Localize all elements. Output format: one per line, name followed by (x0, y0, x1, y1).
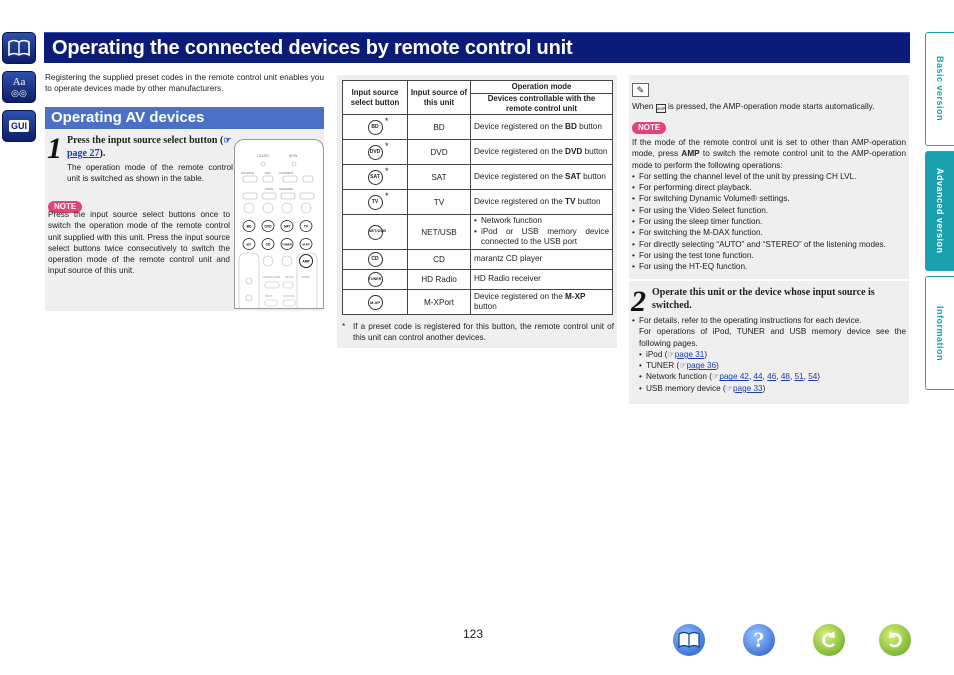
table-row (343, 215, 613, 250)
remote-button-bd: BD (246, 224, 252, 229)
tip-and-note (629, 75, 909, 279)
desc-text: Device registered on the (474, 291, 566, 301)
svg-text:INFO: INFO (265, 294, 273, 298)
list-item: • For using the test tone function. (632, 250, 906, 261)
section-av-devices (45, 107, 324, 311)
remote-button-sat: SAT (283, 224, 291, 229)
controllable-device: HD Radio receiver (471, 270, 613, 290)
step1-heading-end: ). (99, 148, 106, 159)
note-list (632, 171, 906, 273)
list-item (639, 349, 906, 360)
step-number: 2 (631, 285, 646, 318)
desc-text: Device registered on the (474, 146, 566, 156)
page-link[interactable]: 46 (767, 372, 777, 382)
page-ref-icon: ☞ (711, 372, 720, 382)
ref-label: Network function ( (646, 372, 712, 382)
operation-mode-table (342, 80, 613, 315)
remote-button-mxp: M-XP (302, 242, 310, 247)
pencil-icon: ✎ (632, 83, 649, 97)
controllable-device (471, 115, 613, 140)
gui-icon[interactable] (2, 110, 36, 142)
table-footnote (342, 321, 614, 344)
list-item: • For setting the channel level of the unit by pressing CH LVL. (632, 171, 906, 182)
font-icon-label: Aa (12, 75, 26, 88)
list-item: • Network function (474, 216, 609, 227)
tab-basic-version[interactable] (925, 32, 954, 146)
controllable-device (471, 290, 613, 315)
unit-source: M-XPort (408, 290, 471, 315)
tab-advanced-version[interactable] (925, 151, 954, 271)
page-link[interactable]: page 36 (686, 361, 717, 371)
footnote-text: If a preset code is registered for this button, the remote control unit of this unit can control another devices. (353, 322, 614, 343)
step1-heading (67, 134, 233, 160)
header-unit: Input source of this unit (408, 81, 471, 115)
footnote-mark: * (342, 322, 346, 331)
tips-panel (629, 75, 909, 404)
key-name: M-XP (565, 291, 586, 301)
unit-source: NET/USB (408, 215, 471, 250)
controllable-device (471, 140, 613, 165)
step2-heading: Operate this unit or the device whose input source is switched. (652, 287, 875, 311)
unit-source: DVD (408, 140, 471, 165)
step2-list (632, 315, 906, 326)
step1-block (67, 134, 233, 185)
table-row (343, 250, 613, 270)
unit-source: TV (408, 190, 471, 215)
svg-text:SPEAKER: SPEAKER (279, 187, 294, 191)
desc-text: Device registered on the (474, 171, 566, 181)
ref-label: iPod ( (646, 349, 668, 359)
page-link[interactable]: 48 (780, 372, 790, 382)
footnote-mark: * (385, 191, 389, 201)
remote-button-dvd: DVD (264, 224, 272, 229)
ref-end: ) (762, 383, 766, 393)
cd-button-icon: CD (368, 252, 383, 267)
tip-text (632, 101, 906, 113)
button-icon-cell (343, 270, 408, 290)
ref-end: ) (704, 349, 708, 359)
desc-end: button (474, 302, 497, 311)
page-link[interactable]: page 33 (732, 383, 763, 393)
tab-label: Advanced version (935, 168, 945, 254)
svg-text:STATUS: STATUS (283, 294, 295, 298)
button-icon-cell (343, 115, 408, 140)
footnote-mark: * (385, 116, 389, 126)
list-item: • Network function (☞page 42, 44, 46, 48, 51, 54) (639, 371, 906, 382)
header-mode: Operation mode (471, 81, 613, 94)
ref-label: USB memory device ( (646, 383, 726, 393)
key-name: SAT (565, 171, 581, 181)
remote-button-tv: TV (303, 224, 309, 229)
note-text-post: to switch the remote control unit to the AMP-operation mode to perform the following operations: (632, 149, 906, 170)
table-row (343, 165, 613, 190)
ref-end: ) (716, 361, 719, 371)
note-text-pre: If the mode of the remote control unit is set to other than AMP-operation mode, press (632, 138, 906, 159)
list-item: • For directly selecting “AUTO” and “STEREO” of the listening modes. (632, 239, 906, 250)
ref-label: TUNER ( (646, 361, 680, 371)
header-controllable: Devices controllable with the remote control unit (471, 94, 613, 115)
list-item: • For switching Dynamic Volume® settings. (632, 193, 906, 204)
svg-text:SURROUND: SURROUND (263, 275, 281, 279)
contents-book-icon[interactable] (673, 624, 705, 656)
page-link[interactable]: 51 (794, 372, 804, 382)
intro-text: Registering the supplied preset codes in the remote control unit enables you to operate devices made by other manufacturers. (45, 73, 324, 94)
remote-button-tuner: TUNER (282, 242, 292, 247)
svg-text:SOURCE: SOURCE (241, 171, 254, 175)
button-icon-cell (343, 165, 408, 190)
list-item: • For performing direct playback. (632, 182, 906, 193)
dvd-button-icon: DVD (368, 145, 383, 160)
manual-book-icon[interactable] (2, 32, 36, 64)
list-item (639, 360, 906, 371)
page-link[interactable]: page 27 (67, 148, 100, 159)
sat-button-icon: SAT (368, 170, 383, 185)
remote-label: LEARN (257, 154, 269, 158)
step2-block (629, 281, 909, 404)
tab-label: Basic version (935, 56, 945, 122)
tv-button-icon: TV (368, 195, 383, 210)
tab-information[interactable] (925, 276, 954, 390)
note-label: NOTE (632, 122, 666, 134)
footnote-mark: * (385, 141, 389, 151)
header-input: Input source select button (343, 81, 408, 115)
remote-button-cd: CD (265, 242, 271, 247)
list-item: • For details, refer to the operating instructions for each device. (632, 315, 906, 326)
table-row (343, 115, 613, 140)
controllable-device (471, 165, 613, 190)
note-text (632, 137, 906, 171)
font-style-icon[interactable] (2, 71, 36, 103)
page-number: 123 (463, 627, 484, 641)
left-icon-bar (2, 32, 36, 149)
desc-end: button (576, 121, 602, 131)
table-row (343, 290, 613, 315)
key-name: AMP (681, 149, 700, 159)
tip-pre: When (632, 102, 656, 111)
unit-source: SAT (408, 165, 471, 190)
help-icon[interactable]: ? (743, 624, 775, 656)
remote-label: BOW (289, 154, 298, 158)
page-title: Operating the connected devices by remote control unit (52, 37, 573, 59)
gui-icon-label: GUI (10, 121, 27, 131)
page-ref-icon: ☞ (725, 383, 733, 393)
svg-text:CURRENT: CURRENT (279, 171, 294, 175)
accessibility-glyph: ◎◎ (11, 87, 27, 98)
step1-note: Press the input source select buttons once to switch the operation mode of the remote control unit supplied with this unit. Press the input source select buttons twice consecutively to switch the operation mode of the remote control unit and input source of this unit. (48, 210, 230, 276)
svg-text:SET: SET (265, 171, 271, 175)
step-number: 1 (47, 132, 62, 165)
svg-text:MUTE: MUTE (285, 275, 294, 279)
page-link[interactable]: 54 (808, 372, 818, 382)
page-refs (632, 349, 906, 394)
svg-text:SURR.: SURR. (301, 275, 311, 279)
net-usb-button-icon: NET/USB (368, 225, 383, 240)
controllable-device (471, 215, 613, 250)
list-item (639, 383, 906, 394)
list-item: • For switching the M-DAX function. (632, 227, 906, 238)
page-link[interactable]: page 42 (719, 372, 749, 382)
list-item: • For using the sleep timer function. (632, 216, 906, 227)
unit-source: CD (408, 250, 471, 270)
page-ref-icon: ☞ (679, 361, 687, 371)
table-row (343, 140, 613, 165)
operation-mode-table-panel (337, 75, 617, 348)
step1-body: The operation mode of the remote control unit is switched as shown in the table. (67, 163, 233, 184)
key-name: TV (565, 196, 576, 206)
remote-button-net: NET (246, 243, 252, 247)
desc-text: Device registered on the (474, 121, 566, 131)
tuner-button-icon: TUNER (368, 272, 383, 287)
list-item: • For using the HT-EQ function. (632, 261, 906, 272)
controllable-device (471, 190, 613, 215)
page-link[interactable]: 44 (753, 372, 763, 382)
step2-body: For operations of iPod, TUNER and USB memory device see the following pages. (639, 327, 906, 348)
note-label: NOTE (48, 201, 82, 213)
amp-button-icon: AMP (656, 106, 666, 111)
button-icon-cell (343, 140, 408, 165)
step1-heading-text: Press the input source select button ( (67, 135, 224, 146)
button-icon-cell (343, 290, 408, 315)
ref-end: ) (817, 372, 821, 382)
desc-end: button (580, 171, 606, 181)
button-icon-cell (343, 250, 408, 270)
table-row (343, 190, 613, 215)
svg-text:ZONE: ZONE (265, 187, 274, 191)
key-name: DVD (565, 146, 583, 156)
page-title-bar (44, 32, 910, 63)
table-row (343, 270, 613, 290)
button-icon-cell (343, 215, 408, 250)
remote-button-amp: AMP (302, 259, 310, 264)
page-ref-icon: ☞ (667, 349, 675, 359)
page-ref-icon: ☞ (223, 135, 232, 145)
forward-icon[interactable] (879, 624, 911, 656)
list-item: • For using the Video Select function. (632, 205, 906, 216)
note-badge (632, 117, 906, 135)
footnote-mark: * (385, 166, 389, 176)
remote-illustration (234, 139, 324, 309)
page-link[interactable]: page 31 (674, 349, 705, 359)
button-icon-cell (343, 190, 408, 215)
desc-end: button (582, 146, 608, 156)
back-icon[interactable] (813, 624, 845, 656)
desc-text: Device registered on the (474, 196, 566, 206)
list-item: • iPod or USB memory device connected to the USB port (474, 227, 609, 248)
device-list (474, 216, 609, 248)
unit-source: HD Radio (408, 270, 471, 290)
bd-button-icon: BD (368, 120, 383, 135)
tab-label: Information (935, 305, 945, 361)
version-tabs (925, 32, 954, 390)
key-name: BD (565, 121, 577, 131)
unit-source: BD (408, 115, 471, 140)
tip-post: is pressed, the AMP-operation mode starts automatically. (665, 102, 875, 111)
desc-end: button (575, 196, 601, 206)
mxp-button-icon: M-XP (368, 295, 383, 310)
controllable-device: marantz CD player (471, 250, 613, 270)
section-title: Operating AV devices (45, 107, 324, 129)
